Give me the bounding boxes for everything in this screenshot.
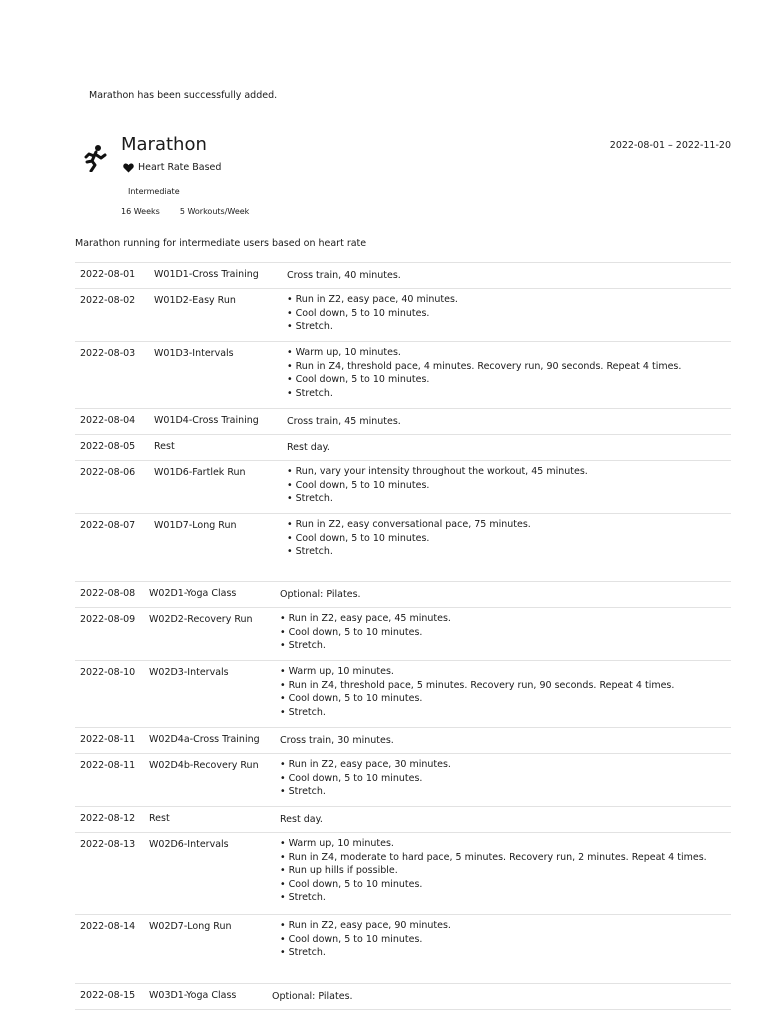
workout-description — [287, 415, 723, 429]
workout-step: • Run in Z2, easy pace, 30 minutes. — [280, 758, 723, 772]
workout-step: • Run, vary your intensity throughout the workout, 45 minutes. — [287, 465, 723, 479]
table-row — [75, 342, 731, 409]
workout-date: 2022-08-11 — [80, 734, 136, 745]
table-row — [75, 661, 731, 728]
workout-date: 2022-08-13 — [80, 839, 136, 850]
workout-description — [287, 518, 723, 559]
workout-step: • Run in Z2, easy pace, 90 minutes. — [280, 919, 723, 933]
workout-description — [280, 734, 723, 748]
workout-step: • Stretch. — [280, 785, 723, 799]
workout-text: Optional: Pilates. — [272, 991, 353, 1002]
workout-name: W03D1-Yoga Class — [149, 990, 237, 1001]
workout-step: • Run in Z2, easy pace, 40 minutes. — [287, 293, 723, 307]
workout-text: Cross train, 30 minutes. — [280, 735, 394, 746]
table-row — [75, 807, 731, 833]
plan-stats — [121, 207, 249, 216]
workout-description — [287, 346, 723, 400]
workout-step: • Run up hills if possible. — [280, 864, 723, 878]
workout-step: • Cool down, 5 to 10 minutes. — [280, 626, 723, 640]
level-badge: Intermediate — [128, 187, 180, 196]
workout-date: 2022-08-01 — [80, 269, 136, 280]
workout-step: • Run in Z4, moderate to hard pace, 5 minutes. Recovery run, 2 minutes. Repeat 4 times. — [280, 851, 723, 865]
table-row — [75, 263, 731, 289]
workout-steps — [280, 919, 723, 960]
workout-name: W01D7-Long Run — [154, 520, 237, 531]
workout-date: 2022-08-12 — [80, 813, 136, 824]
workout-text: Rest day. — [287, 442, 330, 453]
plan-header — [75, 134, 731, 224]
table-row — [75, 915, 731, 984]
workout-name: W02D3-Intervals — [149, 667, 229, 678]
workout-step: • Stretch. — [280, 639, 723, 653]
workout-text: Rest day. — [280, 814, 323, 825]
workout-description — [287, 441, 723, 455]
workout-steps — [287, 293, 723, 334]
table-row — [75, 728, 731, 754]
workout-step: • Warm up, 10 minutes. — [280, 665, 723, 679]
workout-date: 2022-08-02 — [80, 295, 136, 306]
heart-icon — [123, 163, 134, 173]
workout-step: • Stretch. — [280, 706, 723, 720]
workout-step: • Cool down, 5 to 10 minutes. — [280, 692, 723, 706]
plan-description: Marathon running for intermediate users based on heart rate — [75, 238, 367, 249]
workout-date: 2022-08-03 — [80, 348, 136, 359]
workout-description — [280, 612, 723, 653]
workout-text: Cross train, 45 minutes. — [287, 416, 401, 427]
workout-description — [287, 293, 723, 334]
workout-step: • Run in Z4, threshold pace, 5 minutes. Recovery run, 90 seconds. Repeat 4 times. — [280, 679, 723, 693]
workout-step: • Cool down, 5 to 10 minutes. — [287, 307, 723, 321]
table-row — [75, 582, 731, 608]
workout-step: • Cool down, 5 to 10 minutes. — [287, 532, 723, 546]
workout-date: 2022-08-14 — [80, 921, 136, 932]
workout-step: • Stretch. — [280, 891, 723, 905]
workout-name: W02D4a-Cross Training — [149, 734, 260, 745]
workout-step: • Cool down, 5 to 10 minutes. — [280, 772, 723, 786]
table-row — [75, 754, 731, 807]
workout-steps — [287, 518, 723, 559]
workout-date: 2022-08-05 — [80, 441, 136, 452]
workout-name: W01D3-Intervals — [154, 348, 234, 359]
workout-steps — [280, 837, 723, 905]
workouts-per-week: 5 Workouts/Week — [179, 207, 250, 216]
workout-name: Rest — [154, 441, 175, 452]
workout-text: Optional: Pilates. — [280, 589, 361, 600]
workout-name: W02D6-Intervals — [149, 839, 229, 850]
workout-step: • Stretch. — [287, 545, 723, 559]
table-row — [75, 984, 731, 1010]
workout-name: W01D1-Cross Training — [154, 269, 259, 280]
workout-name: Rest — [149, 813, 170, 824]
workout-name: W01D4-Cross Training — [154, 415, 259, 426]
workout-steps — [280, 758, 723, 799]
workout-description — [280, 813, 723, 827]
workout-description — [280, 837, 723, 905]
workout-date: 2022-08-11 — [80, 760, 136, 771]
workout-step: • Run in Z2, easy pace, 45 minutes. — [280, 612, 723, 626]
table-row — [75, 289, 731, 342]
workout-name: W02D4b-Recovery Run — [149, 760, 259, 771]
workout-text: Cross train, 40 minutes. — [287, 270, 401, 281]
workout-name: W01D6-Fartlek Run — [154, 467, 246, 478]
table-row — [75, 409, 731, 435]
table-row — [75, 608, 731, 661]
workout-name: W01D2-Easy Run — [154, 295, 236, 306]
workout-name: W02D2-Recovery Run — [149, 614, 253, 625]
workout-steps — [280, 665, 723, 719]
workout-step: • Cool down, 5 to 10 minutes. — [287, 479, 723, 493]
table-row — [75, 833, 731, 915]
workout-step: • Stretch. — [287, 492, 723, 506]
workout-step: • Warm up, 10 minutes. — [287, 346, 723, 360]
workout-step: • Run in Z2, easy conversational pace, 75 minutes. — [287, 518, 723, 532]
workout-description — [280, 919, 723, 960]
workout-step: • Run in Z4, threshold pace, 4 minutes. Recovery run, 90 seconds. Repeat 4 times. — [287, 360, 723, 374]
workout-description — [287, 269, 723, 283]
table-row — [75, 514, 731, 582]
table-row — [75, 461, 731, 514]
workout-step: • Cool down, 5 to 10 minutes. — [280, 933, 723, 947]
workout-description — [287, 465, 723, 506]
workout-date: 2022-08-04 — [80, 415, 136, 426]
success-notice: Marathon has been successfully added. — [89, 90, 278, 101]
workout-description — [280, 758, 723, 799]
runner-icon — [83, 144, 107, 172]
workout-date: 2022-08-08 — [80, 588, 136, 599]
workout-steps — [287, 346, 723, 400]
workout-date: 2022-08-10 — [80, 667, 136, 678]
workout-steps — [280, 612, 723, 653]
plan-title: Marathon — [121, 134, 207, 155]
workout-date: 2022-08-06 — [80, 467, 136, 478]
workout-date: 2022-08-15 — [80, 990, 136, 1001]
plan-type — [123, 162, 221, 173]
workout-date: 2022-08-09 — [80, 614, 136, 625]
workout-step: • Cool down, 5 to 10 minutes. — [280, 878, 723, 892]
workout-step: • Stretch. — [287, 387, 723, 401]
workout-description — [280, 588, 723, 602]
workout-name: W02D1-Yoga Class — [149, 588, 237, 599]
plan-type-label: Heart Rate Based — [138, 162, 222, 173]
workout-steps — [287, 465, 723, 506]
workout-description — [280, 665, 723, 719]
workout-step: • Warm up, 10 minutes. — [280, 837, 723, 851]
workout-step: • Stretch. — [280, 946, 723, 960]
workout-name: W02D7-Long Run — [149, 921, 232, 932]
workout-description — [272, 990, 723, 1004]
weeks-count: 16 Weeks — [121, 207, 160, 216]
table-row — [75, 435, 731, 461]
workout-step: • Stretch. — [287, 320, 723, 334]
date-range: 2022-08-01 – 2022-11-20 — [609, 140, 731, 151]
schedule-table — [75, 262, 731, 1010]
workout-step: • Cool down, 5 to 10 minutes. — [287, 373, 723, 387]
workout-date: 2022-08-07 — [80, 520, 136, 531]
